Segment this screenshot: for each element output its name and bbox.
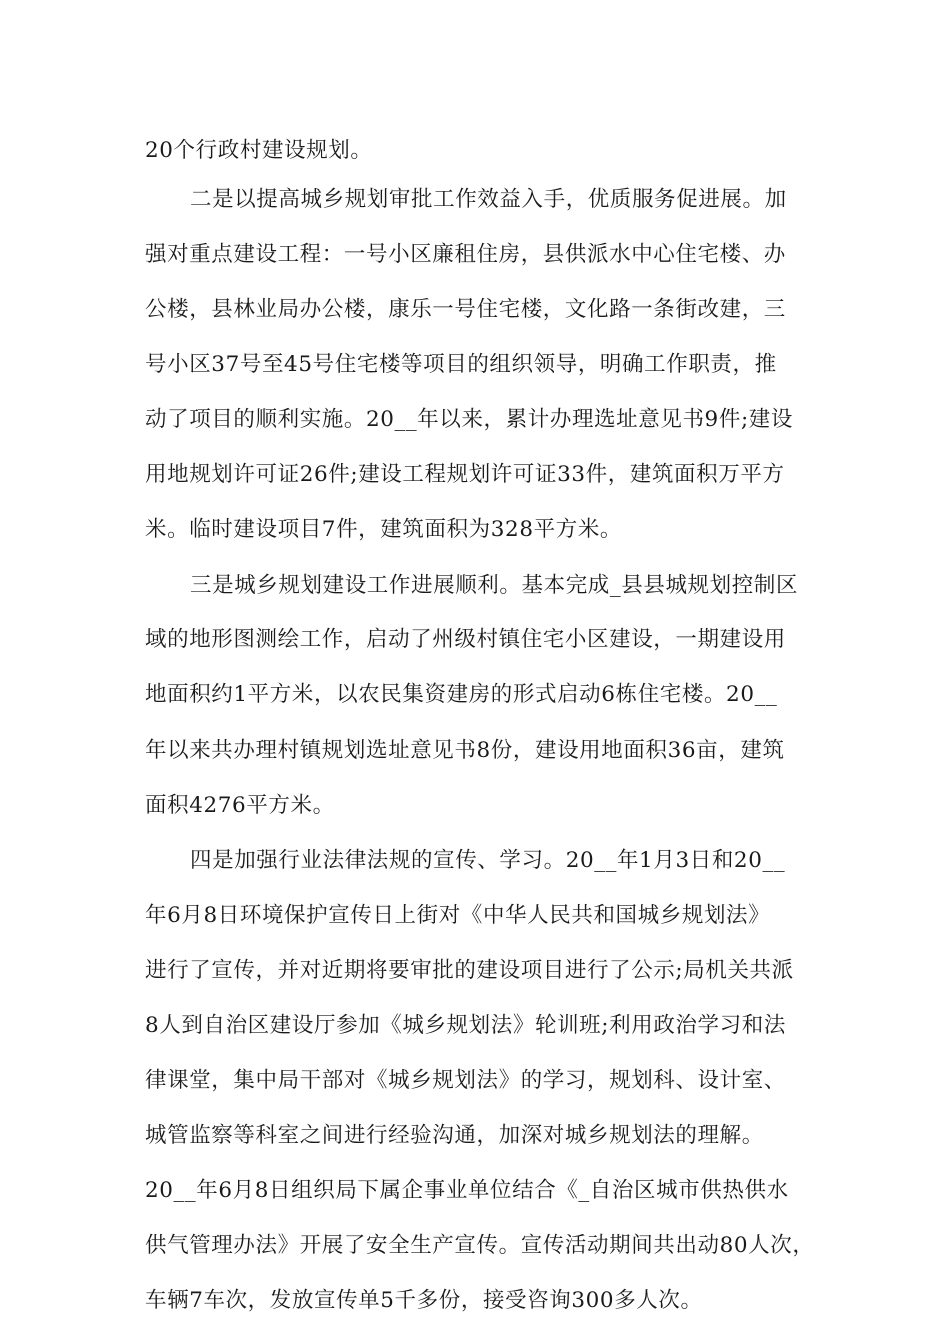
paragraph-3-line-5: 面积4276平方米。 — [145, 793, 335, 818]
paragraph-2-line-7: 米。临时建设项目7件，建筑面积为328平方米。 — [145, 517, 623, 542]
paragraph-3-line-3: 地面积约1平方米，以农民集资建房的形式启动6栋住宅楼。20__ — [145, 682, 778, 707]
paragraph-4-line-2: 年6月8日环境保护宣传日上街对《中华人民共和国城乡规划法》 — [145, 903, 771, 928]
paragraph-4-line-8: 供气管理办法》开展了安全生产宣传。宣传活动期间共出动80人次， — [145, 1233, 815, 1258]
paragraph-4-line-1: 四是加强行业法律法规的宣传、学习。20__年1月3日和20__ — [190, 848, 786, 873]
paragraph-4-line-7: 20__年6月8日组织局下属企事业单位结合《_自治区城市供热供水 — [145, 1178, 789, 1203]
paragraph-4-line-6: 城管监察等科室之间进行经验沟通，加深对城乡规划法的理解。 — [145, 1123, 764, 1148]
paragraph-4-line-9: 车辆7车次，发放宣传单5千多份，接受咨询300多人次。 — [145, 1288, 703, 1313]
paragraph-2-line-4: 号小区37号至45号住宅楼等项目的组织领导，明确工作职责，推 — [145, 352, 777, 377]
paragraph-3-line-1: 三是城乡规划建设工作进展顺利。基本完成_县县城规划控制区 — [190, 573, 799, 598]
paragraph-3-line-4: 年以来共办理村镇规划选址意见书8份，建设用地面积36亩，建筑 — [145, 738, 785, 763]
paragraph-2-line-2: 强对重点建设工程：一号小区廉租住房，县供派水中心住宅楼、办 — [145, 242, 786, 267]
paragraph-4-line-3: 进行了宣传，并对近期将要审批的建设项目进行了公示;局机关共派 — [145, 958, 794, 983]
paragraph-4-line-5: 律课堂，集中局干部对《城乡规划法》的学习，规划科、设计室、 — [145, 1068, 786, 1093]
paragraph-2-line-6: 用地规划许可证26件;建设工程规划许可证33件，建筑面积万平方 — [145, 462, 785, 487]
text-line-1: 20个行政村建设规划。 — [145, 138, 373, 163]
paragraph-2-line-3: 公楼，县林业局办公楼，康乐一号住宅楼，文化路一条街改建，三 — [145, 297, 786, 322]
paragraph-2-line-1: 二是以提高城乡规划审批工作效益入手，优质服务促进展。加 — [190, 187, 787, 212]
paragraph-3-line-2: 域的地形图测绘工作，启动了州级村镇住宅小区建设，一期建设用 — [145, 627, 786, 652]
paragraph-4-line-4: 8人到自治区建设厅参加《城乡规划法》轮训班;利用政治学习和法 — [145, 1013, 786, 1038]
paragraph-2-line-5: 动了项目的顺利实施。20__年以来，累计办理选址意见书9件;建设 — [145, 407, 793, 432]
